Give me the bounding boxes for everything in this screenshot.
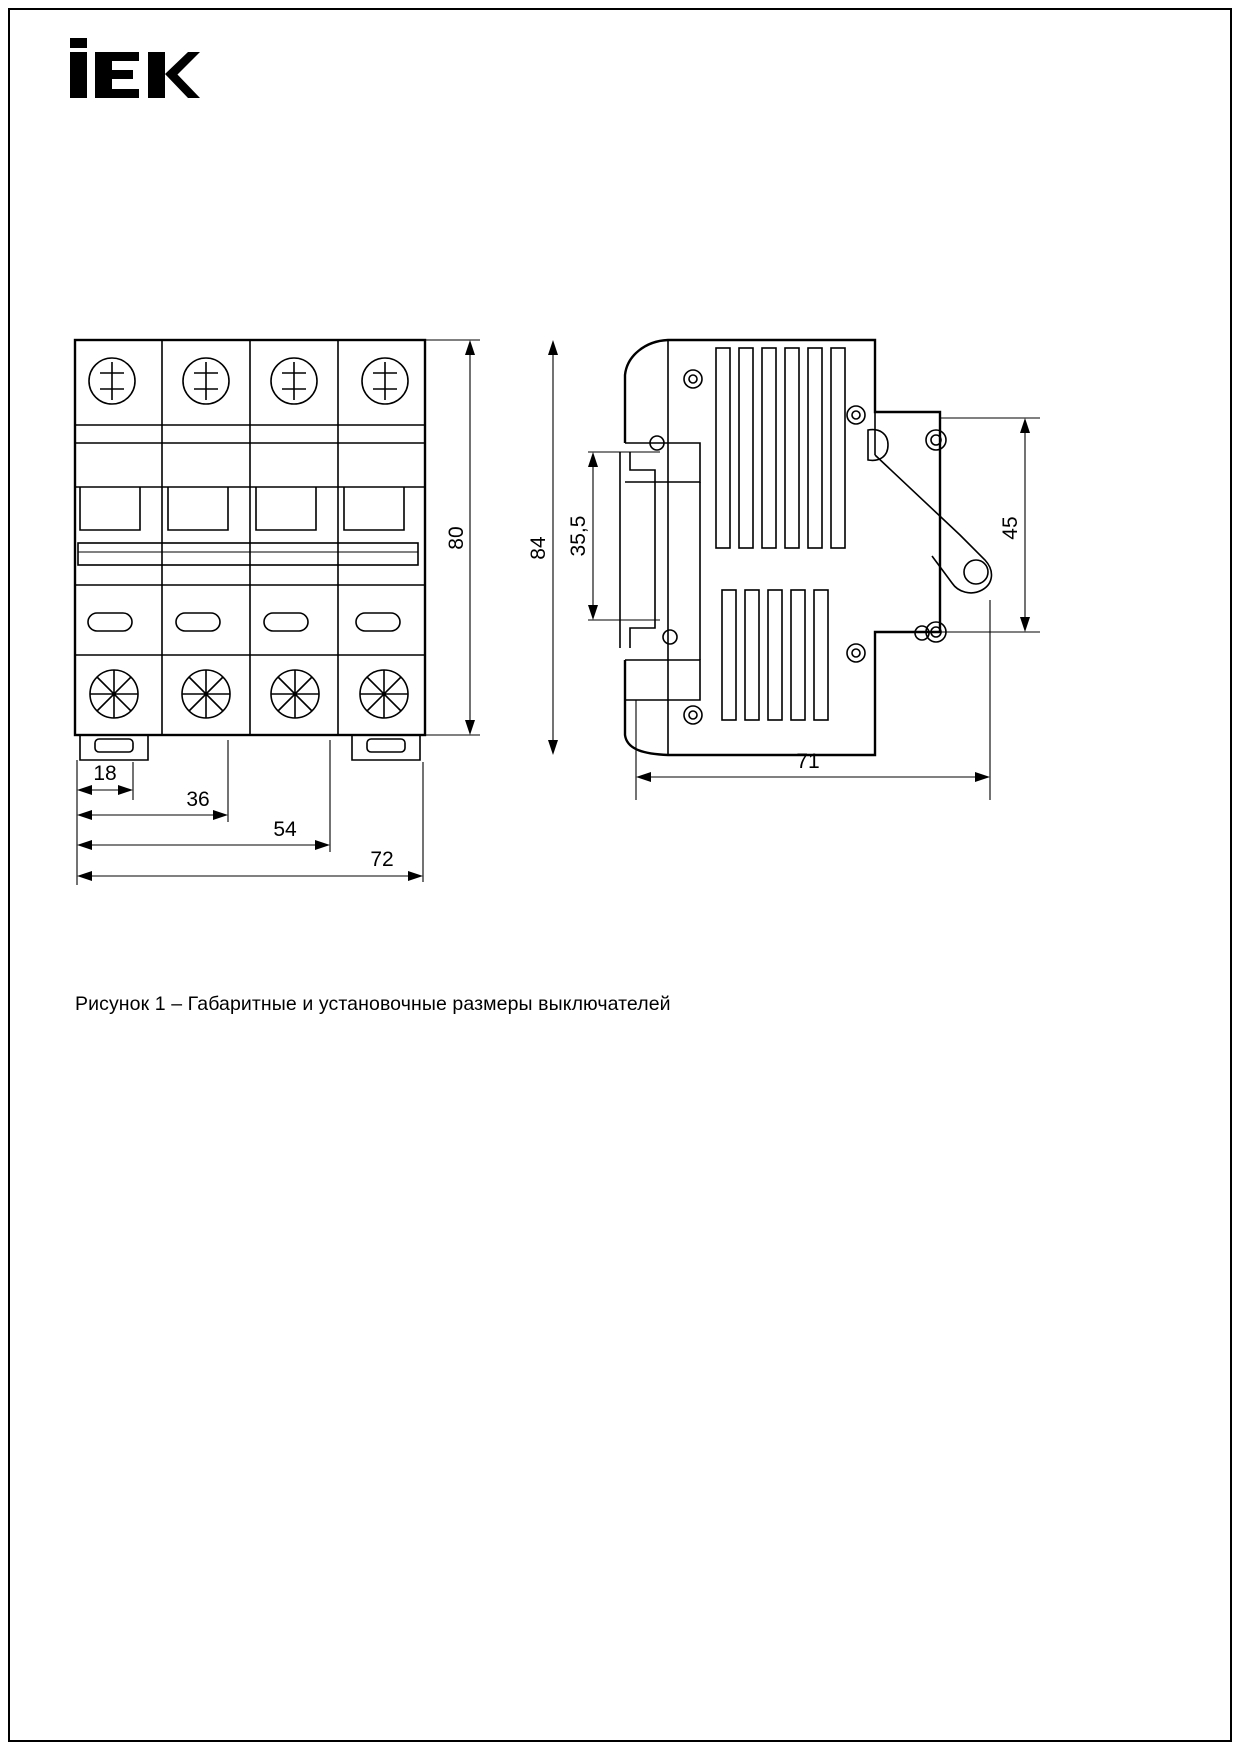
dimension-label-36: 36: [186, 788, 210, 811]
dimension-label-18: 18: [93, 762, 117, 785]
din-rail-clips: [80, 735, 420, 760]
side-toggle-lever: [868, 412, 991, 593]
dimension-18: [77, 762, 133, 795]
dimension-label-84: 84: [527, 536, 550, 560]
indicator-windows: [88, 613, 400, 631]
dimension-45: [940, 418, 1040, 632]
rivets: [650, 370, 946, 724]
dimension-80: [425, 340, 480, 735]
front-view-horizontal-dimensions: [77, 740, 423, 885]
dimension-label-72: 72: [370, 848, 394, 871]
dimension-label-54: 54: [273, 818, 297, 841]
terminal-screws-bottom: [90, 670, 408, 718]
dimension-72: [77, 848, 423, 881]
vent-fins-upper: [716, 348, 845, 548]
dimension-label-45: 45: [999, 516, 1022, 540]
vent-fins-lower: [722, 590, 828, 720]
dimension-54: [77, 818, 330, 850]
toggle-levers: [78, 487, 418, 565]
dimension-36: [77, 788, 228, 820]
dimension-label-35-5: 35,5: [567, 515, 590, 557]
dimension-84: [527, 340, 558, 755]
figure-caption: Рисунок 1 – Габаритные и установочные размеры выключателей: [75, 993, 671, 1015]
front-view-drawing: [75, 340, 425, 760]
side-view-drawing: [620, 340, 991, 755]
dimension-label-80: 80: [445, 526, 468, 550]
dimension-label-71: 71: [796, 750, 820, 773]
terminal-screws-top: [89, 358, 408, 404]
dimension-35-5: [567, 452, 660, 620]
